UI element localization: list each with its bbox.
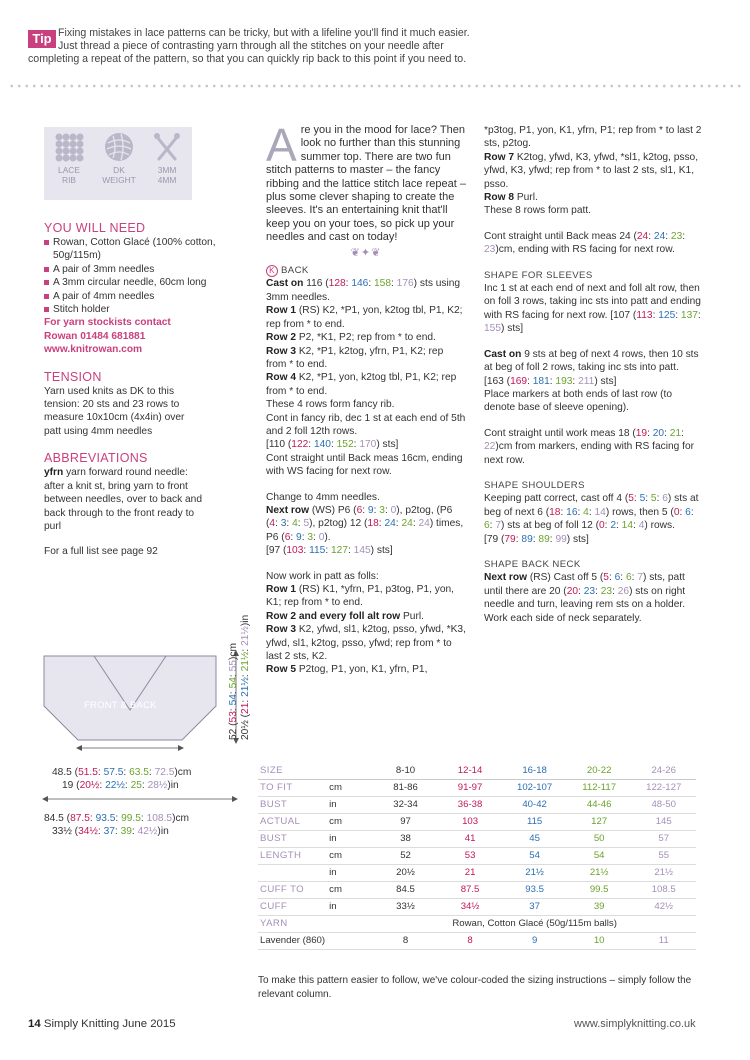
colour-code-note: To make this pattern easier to follow, we've colour-coded the sizing instructions – simply follow the relevant column. (258, 975, 692, 1000)
tip-line: Just thread a piece of contrasting yarn through all the stitches on your needle after (58, 40, 444, 52)
page-number: 14 (28, 1018, 41, 1030)
section-heading: SHAPE BACK NECK (484, 558, 581, 570)
instructions: Keeping patt correct, cast off 4 (5: 5: 5: 6) sts at beg of next 6 (18: 16: 4: 14) rows, then 5 (0: 6: 6: 7) sts at beg of foll 12 (0: 2: 14: 4) rows. [79 (79: 89: 89: 99) sts] (484, 493, 699, 545)
yarn-ball-icon (96, 131, 142, 185)
garment-label: FRONT & BACK (84, 699, 157, 710)
instructions: Cont straight until Back meas 24 (24: 24: 23: 23)cm, ending with RS facing for next row. (484, 230, 686, 256)
icon-label: DK (113, 165, 125, 175)
icon-label: 4MM (157, 175, 177, 185)
icon-panel (44, 127, 192, 200)
dotted-divider (8, 84, 742, 88)
instructions: Next row (RS) Cast off 5 (5: 6: 6: 7) sts, patt until there are 20 (20: 23: 23: 26) sts on right needle and turn, leaving rem sts on a holder. Work each side of neck separately. (484, 572, 686, 624)
instructions: *p3tog, P1, yon, K1, yfrn, P1; rep from * to last 2 sts, p2tog. Row 7 K2tog, yfwd, K3, yfwd, *sl1, k2tog, psso, yfwd, K3, yfwd; rep from * to last 2 sts, sl1, K1, psso. Row 8 Purl. These 8 rows form patt. (484, 125, 702, 217)
table-row: TO FIT cm 81-86 91-97 102-107 112-117 122-127 (258, 779, 696, 796)
table-row: BUST in 32-34 36-38 40-42 44-46 48-50 (258, 796, 696, 813)
list-item: A 3mm circular needle, 60cm long (44, 276, 244, 289)
ornament-divider: ❦✦❦ (350, 246, 382, 259)
icon-label: 3MM (157, 165, 177, 175)
instructions: Cont straight until work meas 18 (19: 20: 21: 22)cm from markers, ending with RS facing for next row. (484, 427, 695, 466)
instructions: Inc 1 st at each end of next and foll alt row, then on foll 3 rows, taking inc sts into patt and ending with RS facing for next row. [107 (113: 125: 137: 155) sts] (484, 283, 701, 335)
intro (266, 119, 466, 245)
abbreviation-text (44, 466, 209, 533)
icon-label: RIB (62, 175, 76, 185)
cuff-cm: 84.5 (87.5: 93.5: 99.5: 108.5)cm (44, 813, 190, 824)
instructions: Cast on 116 (128: 146: 158: 176) sts using 3mm needles. Row 1 (RS) K2, *P1, yon, k2tog tbl, P1, K2; rep from * to end. Row 2 P2, *K1, P2; rep from * to end. Row 3 K2, *P1, k2tog, yfrn, P1, K2; rep from * to end. Row 4 K2, *P1, yon, k2tog tbl, P1, K2; rep from * to end. These 4 rows form fancy rib. Cont in fancy rib, dec 1 st at each end of 5th and 2 foll 12th rows. [110 (122: 140: 152: 170) sts] Cont straight until Back meas 16cm, ending with WS facing for next row. (266, 278, 466, 478)
tip-line: completing a repeat of the pattern, so that you can quickly rip back to this point if you need to. (28, 53, 467, 65)
stockists: For yarn stockists contact Rowan 01484 681881 www.knitrowan.com (44, 317, 171, 356)
materials-list (44, 236, 244, 316)
tip-line: Fixing mistakes in lace patterns can be tricky, but with a lifeline you'll find it much easier. (58, 27, 470, 39)
list-item: A pair of 3mm needles (44, 263, 244, 276)
list-item: Stitch holder (44, 303, 244, 316)
dropcap: A (266, 119, 297, 171)
garment-diagram (40, 614, 251, 837)
instructions: Now work in patt as folls: Row 1 (RS) K1, *yfrn, P1, p3tog, P1, yon, K1; rep from * to end. Row 2 and every foll alt row Purl. Row 3 K2, yfwd, sl1, k2tog, psso, yfwd, *K3, yfwd, sl1, k2tog, psso, yfwd; rep from * to last 2 sts, K2. Row 5 P2tog, P1, yon, K1, yfrn, P1, (266, 570, 466, 676)
abbreviation-term: yfrn (44, 467, 64, 479)
intro-text: re you in the mood for lace? Then look no further than this stunning summer top. There are two fun stitch patterns to master – the fancy ribbing and the lattice stitch lace repeat – plus some clever shaping to create the sleeves. It's an entertaining knit that'll keep you on your toes, so pick up your needles and cast on today! (266, 124, 466, 244)
icon-label: LACE (58, 165, 80, 175)
abbreviation-definition: yarn forward round needle: after a knit st, bring yarn to front between needles, over to back and back through to the front ready to purl (44, 467, 203, 532)
magazine-issue: Simply Knitting June 2015 (43, 1018, 176, 1030)
tension-heading: TENSION (44, 369, 102, 384)
footer-url: www.simplyknitting.co.uk (574, 1018, 696, 1030)
icon-label: WEIGHT (102, 175, 136, 185)
table-row: Lavender (860) 8 8 9 10 11 (258, 932, 696, 949)
section-heading: SHAPE SHOULDERS (484, 479, 585, 491)
abbreviations-heading: ABBREVIATIONS (44, 451, 148, 466)
tension-text: Yarn used knits as DK to this tension: 20 sts and 23 rows to measure 10x10cm (4x4in) over patt using 4mm needles (44, 385, 185, 437)
length-in: 20½ (21: 21½: 21½: 21½)in (240, 614, 251, 740)
section-heading: SHAPE FOR SLEEVES (484, 269, 593, 281)
table-row: CUFF TO cm 84.5 87.5 93.5 99.5 108.5 (258, 881, 696, 898)
width-cm: 48.5 (51.5: 57.5: 63.5: 72.5)cm (52, 767, 192, 778)
back-heading: K BACK (266, 264, 466, 277)
table-row: SIZE 8-10 12-14 16-18 20-22 24-26 (258, 762, 696, 779)
table-row: in 20½ 21 21½ 21½ 21½ (258, 864, 696, 881)
length-cm: 52 (53: 54: 54: 55)cm (228, 643, 239, 740)
cuff-arrow (40, 792, 250, 806)
cuff-in: 33½ (34½: 37: 39: 42½)in (52, 826, 169, 837)
table-row: ACTUAL cm 97 103 115 127 145 (258, 813, 696, 830)
needles-icon (144, 131, 190, 185)
lace-rib-icon (46, 131, 92, 185)
knit-badge: K (266, 265, 278, 277)
instructions: Cast on 9 sts at beg of next 4 rows, then 10 sts at beg of foll 2 rows, taking inc sts into patt. [163 (169: 181: 193: 211) sts] Place markers at both ends of last row (to denote base of sleeve opening). (484, 348, 699, 414)
instructions: Change to 4mm needles. Next row (WS) P6 (6: 9: 3: 0), p2tog, (P6 (4: 3: 4: 5), p2tog) 12 (18: 24: 24: 24) times, P6 (6: 9: 3: 0). [97 (103: 115: 127: 145) sts] (266, 491, 464, 557)
table-row: CUFF in 33½ 34½ 37 39 42½ (258, 898, 696, 915)
table-row: LENGTH cm 52 53 54 54 55 (258, 847, 696, 864)
pattern-column-2 (484, 124, 702, 625)
tip-badge: Tip (28, 30, 56, 48)
you-will-need-heading: YOU WILL NEED (44, 221, 146, 235)
size-table (258, 762, 694, 950)
table-row: YARN Rowan, Cotton Glacé (50g/115m balls) (258, 915, 696, 932)
sidebar-column (44, 220, 244, 559)
size-chart (258, 762, 696, 950)
list-item: A pair of 4mm needles (44, 290, 244, 303)
footer-left (28, 1018, 176, 1031)
list-item: Rowan, Cotton Glacé (100% cotton, 50g/115m) (44, 236, 244, 263)
pattern-column-1 (266, 119, 466, 677)
see-list: For a full list see page 92 (44, 546, 158, 558)
width-in: 19 (20½: 22½: 25: 28½)in (62, 780, 179, 791)
table-row: BUST in 38 41 45 50 57 (258, 830, 696, 847)
